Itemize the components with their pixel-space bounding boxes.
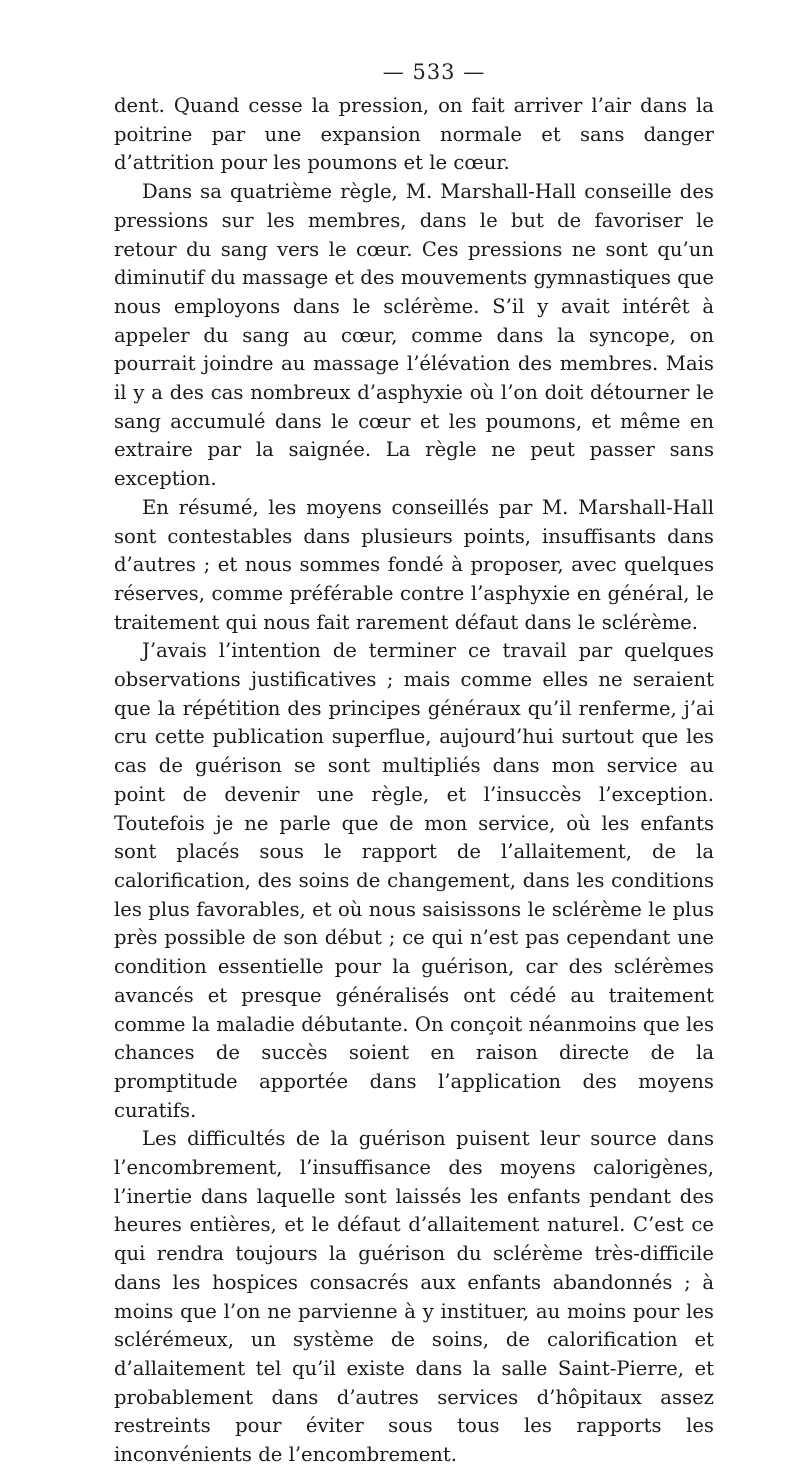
paragraph-difficulties: Les difficultés de la guérison puisent leur source dans l’encombrement, l’insuffisance des moyens calorigènes, l’inertie dans laquelle sont laissés les enfants pendant des heures entières, et le défaut d’allaitement naturel. C’est ce qui rendra toujours la guérison du sclérème très-difficile dans les hospices consacrés aux enfants abandonnés ; à moins que l’on ne parvienne à y instituer, au moins pour les sclérémeux, un système de soins, de calorification et d’allaitement tel qu’il existe dans la salle Saint-Pierre, et probablement dans d’autres services d’hôpitaux assez restreints pour éviter sous tous les rapports les inconvénients de l’encombrement.	[114, 1127, 714, 1467]
paragraph-summary: En résumé, les moyens conseillés par M. Marshall-Hall sont contestables dans plusieurs points, insuffisants dans d’autres ; et nous sommes fondé à proposer, avec quelques réserves, comme préférable contre l’asphyxie en général, le traitement qui nous fait rarement défaut dans le sclérème.	[114, 495, 714, 634]
paragraph-continuation: dent. Quand cesse la pression, on fait arriver l’air dans la poitrine par une expansion normale et sans danger d’attrition pour les poumons et le cœur.	[114, 94, 714, 175]
paragraph-observations: J’avais l’intention de terminer ce travail par quelques observations justificatives ; mais comme elles ne seraient que la répétition des principes généraux qu’il renferme, j’ai cru cette publication superflue, aujourd’hui surtout que les cas de guérison se sont multipliés dans mon service au point de devenir une règle, et l’insuccès l’exception. Toutefois je ne parle que de mon service, où les enfants sont placés sous le rapport de l’allaitement, de la calorification, des soins de changement, dans les conditions les plus favorables, et où nous saisissons le sclérème le plus près possible de son début ; ce qui n’est pas cependant une condition essentielle pour la guérison, car des sclérèmes avancés et presque généralisés ont cédé au traitement comme la maladie débutante. On conçoit néanmoins que les chances de succès soient en raison directe de la promptitude apportée dans l’application des moyens curatifs.	[114, 639, 714, 1122]
page-number: — 533 —	[382, 60, 486, 84]
paragraph-fourth-rule: Dans sa quatrième règle, M. Marshall-Hall conseille des pressions sur les membres, dans le but de favoriser le retour du sang vers le cœur. Ces pressions ne sont qu’un diminutif du massage et des mouvements gymnastiques que nous employons dans le sclérème. S’il y avait intérêt à appeler du sang au cœur, comme dans la syncope, on pourrait joindre au massage l’élévation des membres. Mais il y a des cas nombreux d’asphyxie où l’on doit détourner le sang accumulé dans le cœur et les poumons, et même en extraire par la saignée. La règle ne peut passer sans exception.	[114, 180, 714, 491]
